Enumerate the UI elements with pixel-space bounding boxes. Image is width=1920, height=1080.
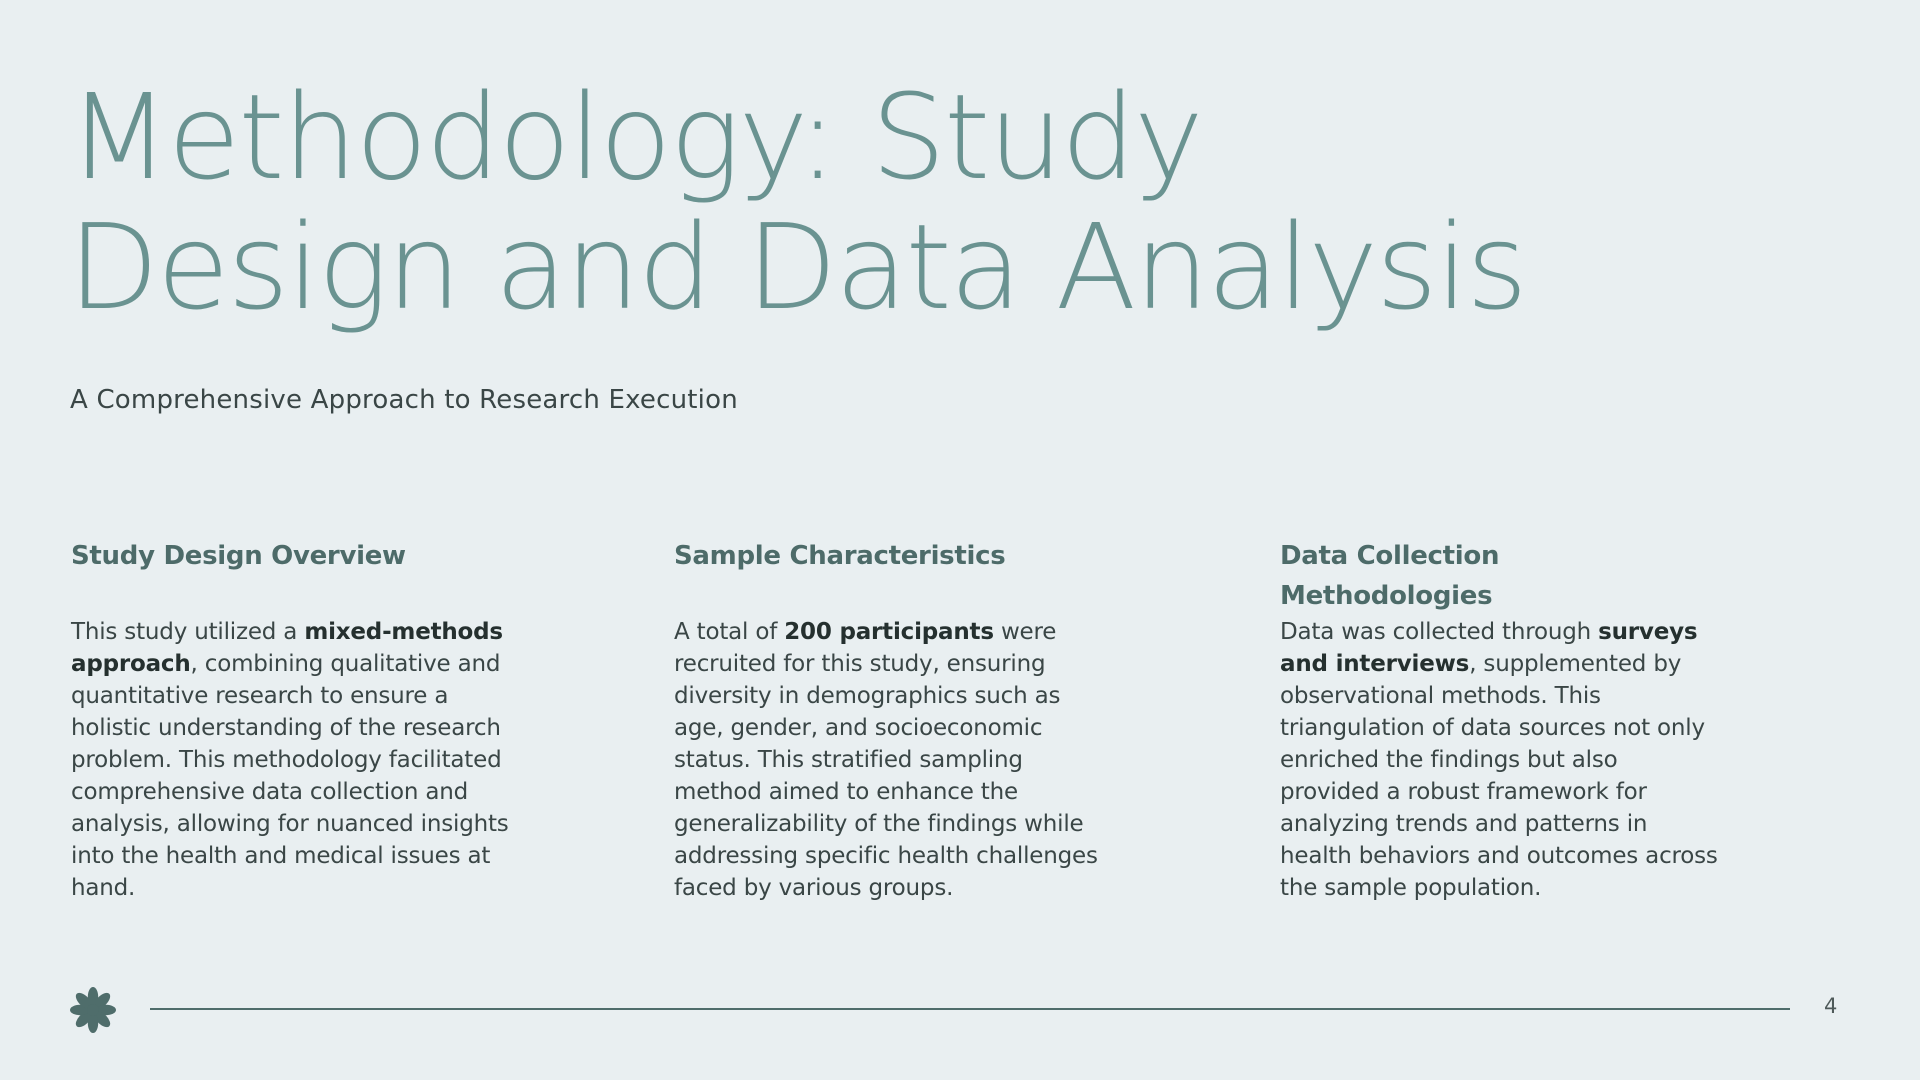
column-body bbox=[674, 616, 1114, 904]
body-text: This study utilized a bbox=[71, 619, 305, 645]
body-emphasis: mixed-methods approach bbox=[71, 619, 503, 677]
page-number: 4 bbox=[1824, 994, 1838, 1018]
flower-icon bbox=[68, 985, 118, 1035]
column-data-collection bbox=[1280, 536, 1720, 904]
body-emphasis: surveys and interviews bbox=[1280, 619, 1698, 677]
body-emphasis: 200 participants bbox=[784, 619, 994, 645]
title-line-1: Methodology: Study bbox=[68, 68, 1202, 206]
footer bbox=[68, 980, 1920, 1040]
column-study-design bbox=[71, 536, 511, 904]
body-text: , supplemented by observational methods. This triangulation of data sources not only enriched the findings but also provided a robust framework for analyzing trends and patterns in health behaviors and outcomes across the sample population. bbox=[1280, 651, 1718, 901]
column-heading: Sample Characteristics bbox=[674, 541, 1006, 571]
body-text: A total of bbox=[674, 619, 785, 645]
column-body bbox=[1280, 616, 1720, 904]
column-heading: Data Collection Methodologies bbox=[1280, 541, 1500, 611]
body-text: Data was collected through bbox=[1280, 619, 1599, 645]
title-line-2: Design and Data Analysis bbox=[68, 198, 1526, 336]
body-text: were recruited for this study, ensuring diversity in demographics such as age, gender, and socioeconomic status. This stratified sampling method aimed to enhance the generalizability of the findings while addressing specific health challenges faced by various groups. bbox=[674, 619, 1098, 901]
column-body bbox=[71, 616, 511, 904]
subtitle: A Comprehensive Approach to Research Execution bbox=[70, 385, 738, 415]
page-title bbox=[68, 68, 1568, 336]
column-sample-characteristics bbox=[674, 536, 1114, 904]
footer-divider bbox=[150, 1008, 1790, 1010]
body-text: , combining qualitative and quantitative research to ensure a holistic understanding of the research problem. This methodology facilitated comprehensive data collection and analysis, allowing for nuanced insights into the health and medical issues at hand. bbox=[71, 651, 509, 901]
column-heading: Study Design Overview bbox=[71, 541, 406, 571]
